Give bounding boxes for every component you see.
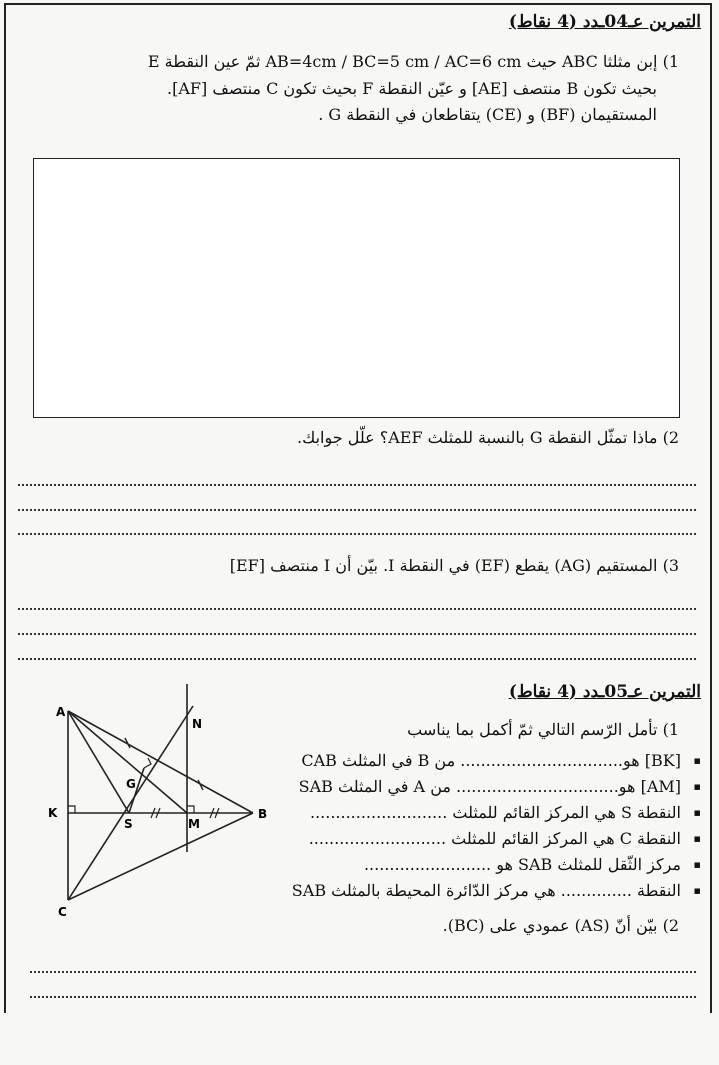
point-label-N: N: [192, 717, 203, 731]
exercise-4-title: التمرين عـ04ـدد (4 نقاط): [508, 12, 701, 32]
ex4-q2: 2) ماذا تمثّل النقطة G بالنسبة للمثلث AEF؟ علّل جوابك.: [297, 428, 679, 447]
answer-line[interactable]: [18, 633, 696, 635]
segment-AB: [68, 711, 253, 813]
exercise-5-title: التمرين عـ05ـدد (4 نقاط): [508, 682, 701, 702]
drawing-box[interactable]: [33, 158, 680, 418]
list-item: ▪ [BK] هو................................ من B في المثلث CAB: [281, 748, 701, 774]
answer-line[interactable]: [30, 996, 696, 998]
ex4-q1-line3: المستقيمان (BF) و (CE) يتقاطعان في النقطة G .: [318, 105, 657, 124]
ex4-q1-line2: بحيث تكون B منتصف [AE] و عيّن النقطة F بحيث تكون C منتصف [AF].: [167, 79, 657, 98]
point-label-G: G: [126, 777, 136, 791]
segment-AS: [68, 711, 129, 813]
ex5-q1: 1) تأمل الرّسم التالي ثمّ أكمل بما يناسب: [407, 720, 679, 739]
ex4-q3: 3) المستقيم (AG) يقطع (EF) في النقطة I. بيّن أن I منتصف [EF]: [229, 556, 679, 575]
answer-line[interactable]: [30, 971, 696, 973]
list-item: ▪ مركز الثّقل للمثلث SAB هو .........................: [281, 852, 701, 878]
geometry-figure: [40, 676, 280, 921]
segment-AM: [68, 711, 187, 813]
list-item: ▪ النقطة .............. هي مركز الدّائرة المحيطة بالمثلث SAB: [281, 878, 701, 904]
list-item: ▪ النقطة S هي المركز القائم للمثلث ...........................: [281, 800, 701, 826]
point-label-M: M: [188, 817, 200, 831]
answer-line[interactable]: [18, 509, 696, 511]
point-label-K: K: [48, 806, 58, 820]
point-label-S: S: [124, 817, 133, 831]
list-item: ▪ [AM] هو................................ من A في المثلث SAB: [281, 774, 701, 800]
answer-line[interactable]: [18, 533, 696, 535]
ex5-items-list: [281, 748, 701, 904]
ex5-q2: 2) بيّن أنّ (AS) عمودي على (BC).: [442, 916, 679, 935]
point-label-B: B: [258, 807, 268, 821]
ex4-q1-line1: 1) إبن مثلثا ABC حيث AB=4cm / BC=5 cm / AC=6 cm ثمّ عين النقطة E: [147, 52, 679, 71]
answer-line[interactable]: [18, 484, 696, 486]
point-label-C: C: [58, 905, 67, 919]
point-label-A: A: [56, 705, 66, 719]
answer-line[interactable]: [18, 608, 696, 610]
list-item: ▪ النقطة C هي المركز القائم للمثلث ...........................: [281, 826, 701, 852]
answer-line[interactable]: [18, 658, 696, 660]
